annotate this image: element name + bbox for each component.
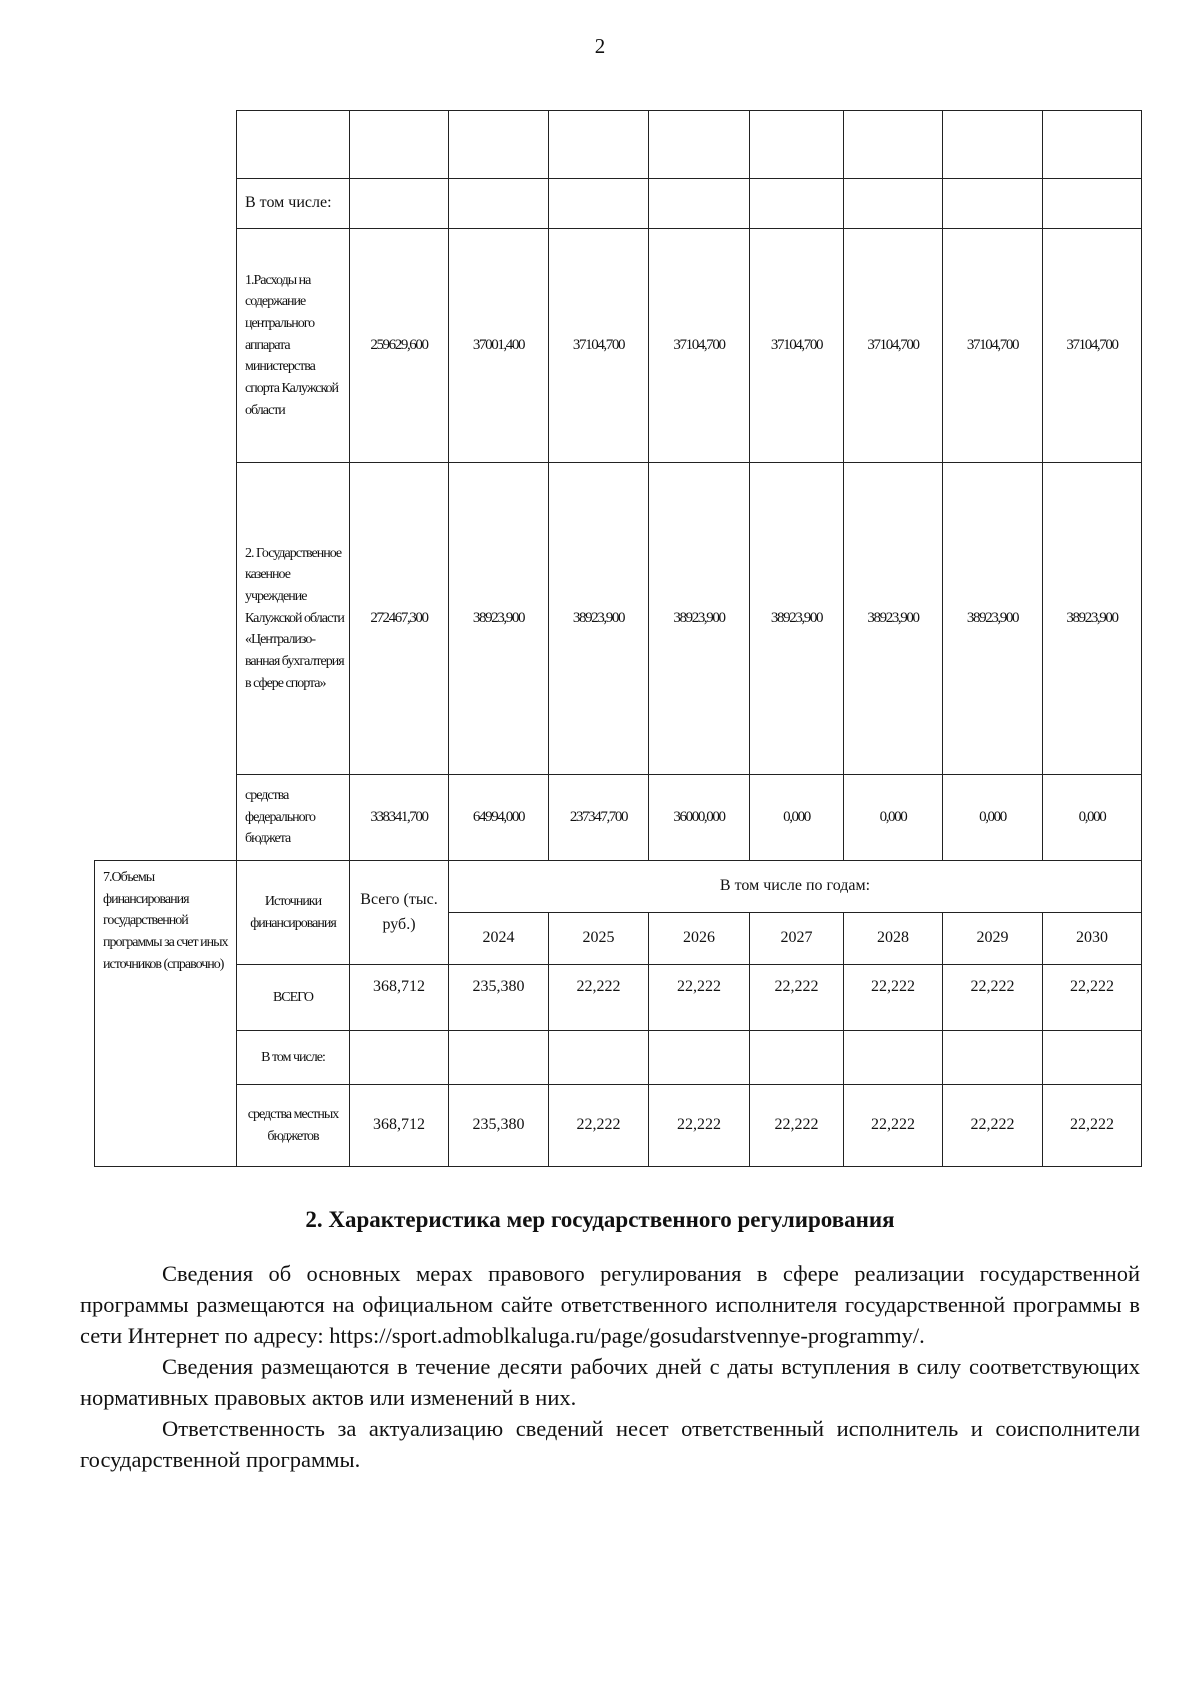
year-cell: 64994,000: [449, 775, 549, 861]
year-cell: [1043, 1031, 1142, 1085]
year-cell: 237347,700: [549, 775, 649, 861]
table-row: [95, 775, 1142, 861]
year-cell: 22,222: [649, 1085, 750, 1167]
year-cell: 38923,900: [844, 463, 943, 775]
year-cell: [943, 1031, 1043, 1085]
header-total: Всего (тыс. руб.): [350, 861, 449, 965]
year-cell: 22,222: [750, 1085, 844, 1167]
year-cell: 22,222: [1043, 1085, 1142, 1167]
year-cell: 22,222: [943, 1085, 1043, 1167]
year-cell: [1043, 179, 1142, 229]
year-cell: 38923,900: [750, 463, 844, 775]
table-row: [95, 1031, 1142, 1085]
year-cell: 37104,700: [943, 229, 1043, 463]
year-cell: 0,000: [1043, 775, 1142, 861]
row-label: средства федерального бюджета: [237, 775, 350, 861]
year-header: 2029: [943, 913, 1043, 965]
table-row: [95, 111, 1142, 179]
year-cell: 22,222: [549, 1085, 649, 1167]
paragraph: Ответственность за актуализацию сведений несет ответственный исполнитель и соисполнители государственной программы.: [80, 1416, 1140, 1472]
table-row: [95, 1085, 1142, 1167]
continuation-left-cell: [95, 111, 237, 861]
year-cell: [549, 111, 649, 179]
table-row: [95, 463, 1142, 775]
row-label: В том числе:: [237, 1031, 350, 1085]
year-cell: 38923,900: [943, 463, 1043, 775]
year-cell: 37104,700: [1043, 229, 1142, 463]
total-cell: [350, 179, 449, 229]
table-row: [95, 179, 1142, 229]
year-header: 2024: [449, 913, 549, 965]
year-cell: 37001,400: [449, 229, 549, 463]
section-7-label: 7.Объемы финансирования государственной программы за счет иных источников (справочно): [95, 861, 237, 1167]
year-cell: 235,380: [449, 1085, 549, 1167]
year-cell: 22,222: [750, 965, 844, 1031]
header-sources: Источники финансирования: [237, 861, 350, 965]
year-cell: 38923,900: [649, 463, 750, 775]
year-cell: 22,222: [943, 965, 1043, 1031]
year-cell: [844, 179, 943, 229]
financing-table: [94, 110, 1142, 1167]
year-header: 2027: [750, 913, 844, 965]
year-cell: 38923,900: [449, 463, 549, 775]
year-cell: 0,000: [943, 775, 1043, 861]
total-cell: 272467,300: [350, 463, 449, 775]
year-cell: 37104,700: [750, 229, 844, 463]
year-cell: 37104,700: [844, 229, 943, 463]
total-cell: 368,712: [350, 965, 449, 1031]
year-cell: [449, 179, 549, 229]
year-header: 2028: [844, 913, 943, 965]
section-title: 2. Характеристика мер государственного регулирования: [305, 1207, 895, 1232]
paragraph: Сведения размещаются в течение десяти рабочих дней с даты вступления в силу соответствующих нормативных правовых актов или изменений в них.: [80, 1354, 1140, 1410]
year-cell: [750, 111, 844, 179]
year-cell: 0,000: [844, 775, 943, 861]
year-cell: 235,380: [449, 965, 549, 1031]
year-cell: [649, 111, 750, 179]
year-cell: 0,000: [750, 775, 844, 861]
table-row: [95, 965, 1142, 1031]
table-row: [95, 229, 1142, 463]
year-cell: [750, 1031, 844, 1085]
row-label: 2. Государственное казенное учреждение Калужской области «Централизо-ванная бухгалтерия в сфере спорта»: [237, 463, 350, 775]
year-cell: 22,222: [844, 965, 943, 1031]
year-cell: [943, 179, 1043, 229]
year-cell: 36000,000: [649, 775, 750, 861]
year-cell: 22,222: [844, 1085, 943, 1167]
year-cell: [449, 111, 549, 179]
year-cell: [649, 179, 750, 229]
total-cell: 338341,700: [350, 775, 449, 861]
year-cell: 22,222: [1043, 965, 1142, 1031]
year-cell: [844, 111, 943, 179]
year-cell: 22,222: [549, 965, 649, 1031]
year-cell: [549, 1031, 649, 1085]
year-cell: [1043, 111, 1142, 179]
header-by-years: В том числе по годам:: [449, 861, 1142, 913]
year-cell: [549, 179, 649, 229]
year-cell: 22,222: [649, 965, 750, 1031]
year-cell: [844, 1031, 943, 1085]
row-label: средства местных бюджетов: [237, 1085, 350, 1167]
total-cell: 259629,600: [350, 229, 449, 463]
year-cell: 38923,900: [1043, 463, 1142, 775]
year-cell: [449, 1031, 549, 1085]
year-header: 2025: [549, 913, 649, 965]
year-cell: [649, 1031, 750, 1085]
year-header: 2030: [1043, 913, 1142, 965]
total-cell: [350, 111, 449, 179]
row-label: В том числе:: [237, 179, 350, 229]
year-cell: 37104,700: [549, 229, 649, 463]
year-cell: [750, 179, 844, 229]
section-body: [80, 1258, 1140, 1475]
year-cell: [943, 111, 1043, 179]
row-label: ВСЕГО: [237, 965, 350, 1031]
row-label: [237, 111, 350, 179]
total-cell: [350, 1031, 449, 1085]
row-label: 1.Расходы на содержание центрального аппарата министерства спорта Калужской области: [237, 229, 350, 463]
year-header: 2026: [649, 913, 750, 965]
paragraph: Сведения об основных мерах правового регулирования в сфере реализации государственной программы размещаются на официальном сайте ответственного исполнителя государственной программы в сети Интернет по адресу: https://sport.admoblkaluga.ru/page/gosudarstvennye-programmy/.: [80, 1261, 1140, 1348]
table-header-row: [95, 861, 1142, 913]
year-cell: 37104,700: [649, 229, 750, 463]
total-cell: 368,712: [350, 1085, 449, 1167]
page-number: 2: [594, 34, 606, 58]
year-cell: 38923,900: [549, 463, 649, 775]
